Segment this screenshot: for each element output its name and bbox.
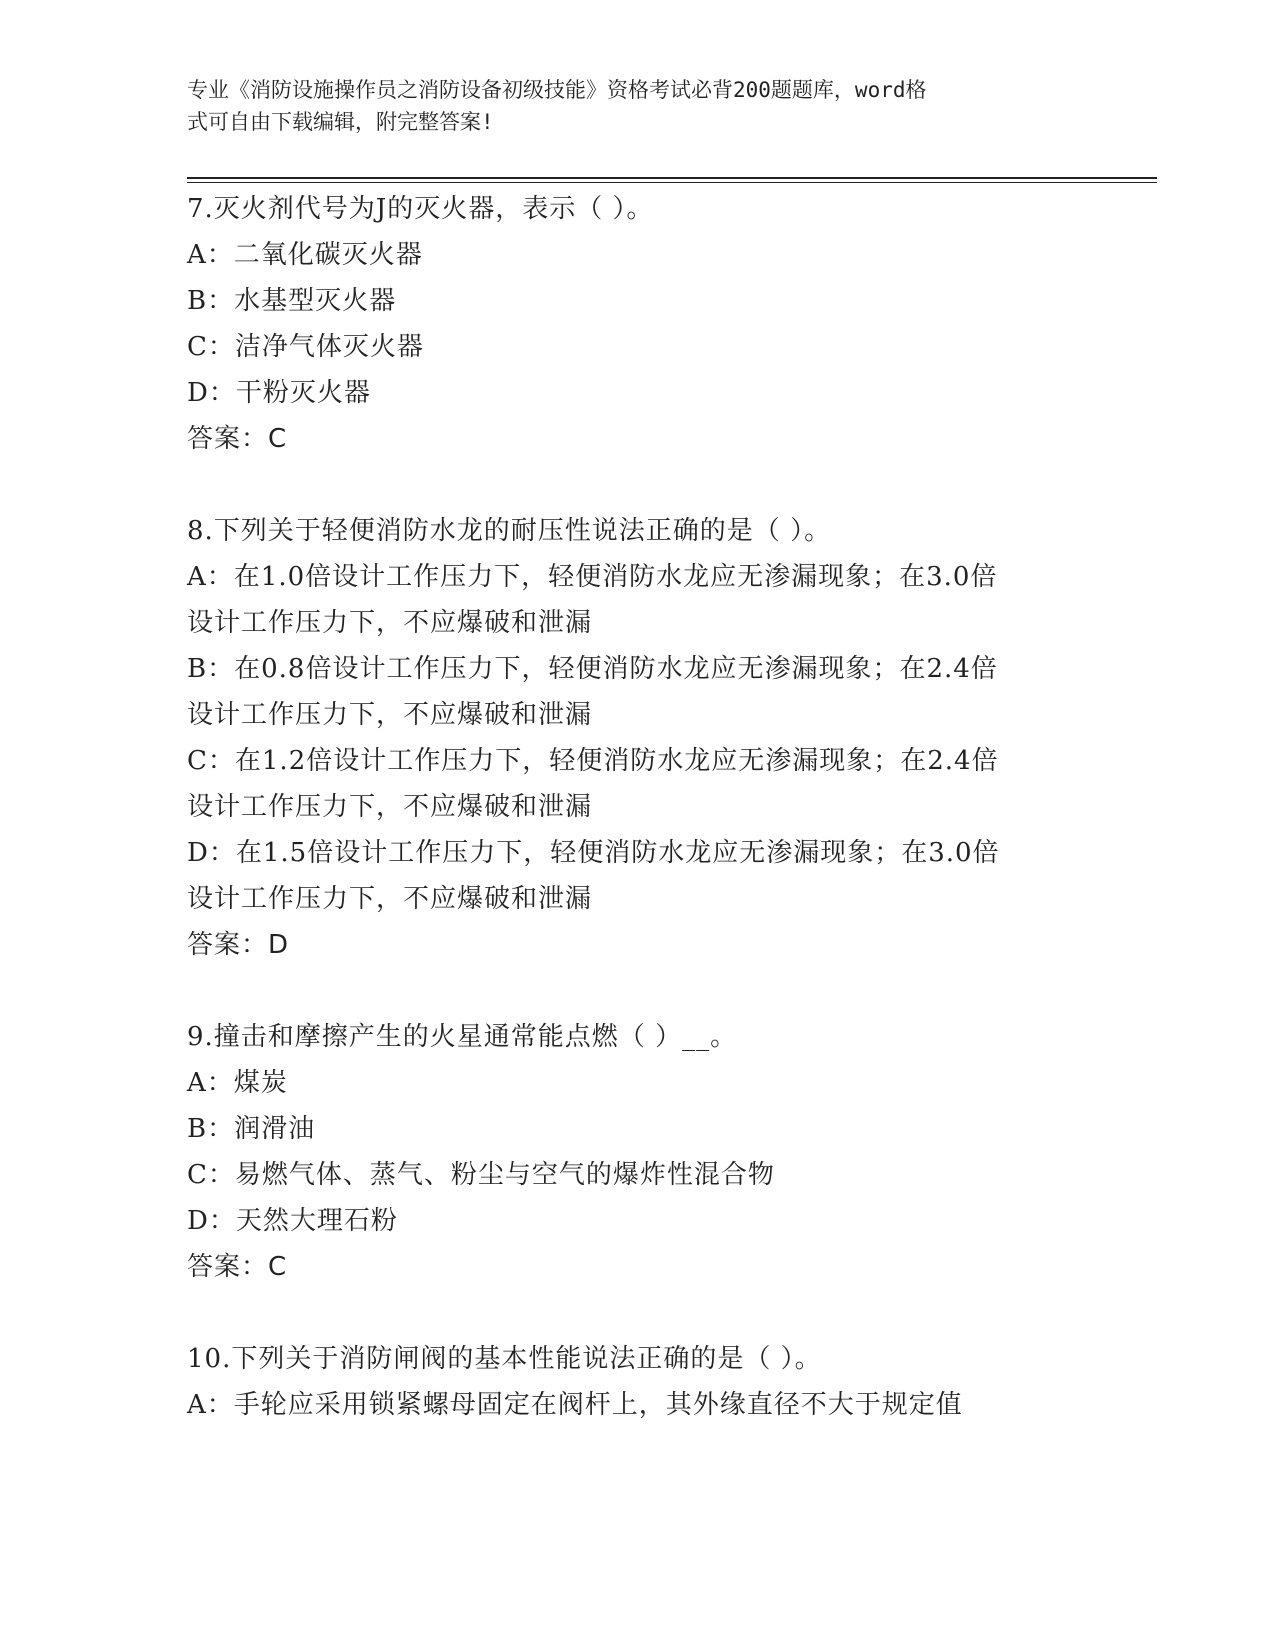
option-c: C：易燃气体、蒸气、粉尘与空气的爆炸性混合物 — [187, 1160, 775, 1190]
header-line-1: 专业《消防设施操作员之消防设备初级技能》资格考试必背200题题库，word格 — [187, 78, 927, 102]
option-d-continued: 设计工作压力下，不应爆破和泄漏 — [187, 884, 593, 914]
question-block — [187, 1014, 1087, 1336]
option-b: B：润滑油 — [187, 1114, 316, 1144]
question-stem: 10.下列关于消防闸阀的基本性能说法正确的是（ ）。 — [187, 1344, 822, 1374]
spacer — [187, 462, 1087, 508]
option-c-continued: 设计工作压力下，不应爆破和泄漏 — [187, 792, 593, 822]
option-c: C：在1.2倍设计工作压力下，轻便消防水龙应无渗漏现象；在2.4倍 — [187, 746, 999, 776]
option-a: A：在1.0倍设计工作压力下，轻便消防水龙应无渗漏现象；在3.0倍 — [187, 562, 998, 592]
document-header — [187, 74, 1087, 138]
answer-line: 答案：D — [187, 930, 290, 960]
header-divider-thin — [187, 182, 1157, 183]
answer-line: 答案：C — [187, 1252, 288, 1282]
question-block — [187, 186, 1087, 508]
option-a: A：煤炭 — [187, 1068, 288, 1098]
option-a: A：手轮应采用锁紧螺母固定在阀杆上，其外缘直径不大于规定值 — [187, 1390, 963, 1420]
option-a-continued: 设计工作压力下，不应爆破和泄漏 — [187, 608, 593, 638]
option-d: D：在1.5倍设计工作压力下，轻便消防水龙应无渗漏现象；在3.0倍 — [187, 838, 1000, 868]
option-b-continued: 设计工作压力下，不应爆破和泄漏 — [187, 700, 593, 730]
option-d: D：干粉灭火器 — [187, 378, 371, 408]
header-divider-thick — [187, 177, 1157, 179]
question-stem: 9.撞击和摩擦产生的火星通常能点燃（ ）__。 — [187, 1022, 738, 1052]
spacer — [187, 1290, 1087, 1336]
question-block — [187, 1336, 1087, 1428]
option-d: D：天然大理石粉 — [187, 1206, 398, 1236]
option-b: B：在0.8倍设计工作压力下，轻便消防水龙应无渗漏现象；在2.4倍 — [187, 654, 998, 684]
question-list — [187, 186, 1087, 1428]
header-line-2: 式可自由下载编辑，附完整答案! — [187, 110, 494, 134]
question-stem: 7.灭火剂代号为J的灭火器，表示（ ）。 — [187, 194, 654, 224]
question-stem: 8.下列关于轻便消防水龙的耐压性说法正确的是（ ）。 — [187, 516, 832, 546]
spacer — [187, 968, 1087, 1014]
answer-line: 答案：C — [187, 424, 288, 454]
option-a: A：二氧化碳灭火器 — [187, 240, 423, 270]
option-b: B：水基型灭火器 — [187, 286, 397, 316]
question-block — [187, 508, 1087, 1014]
option-c: C：洁净气体灭火器 — [187, 332, 424, 362]
